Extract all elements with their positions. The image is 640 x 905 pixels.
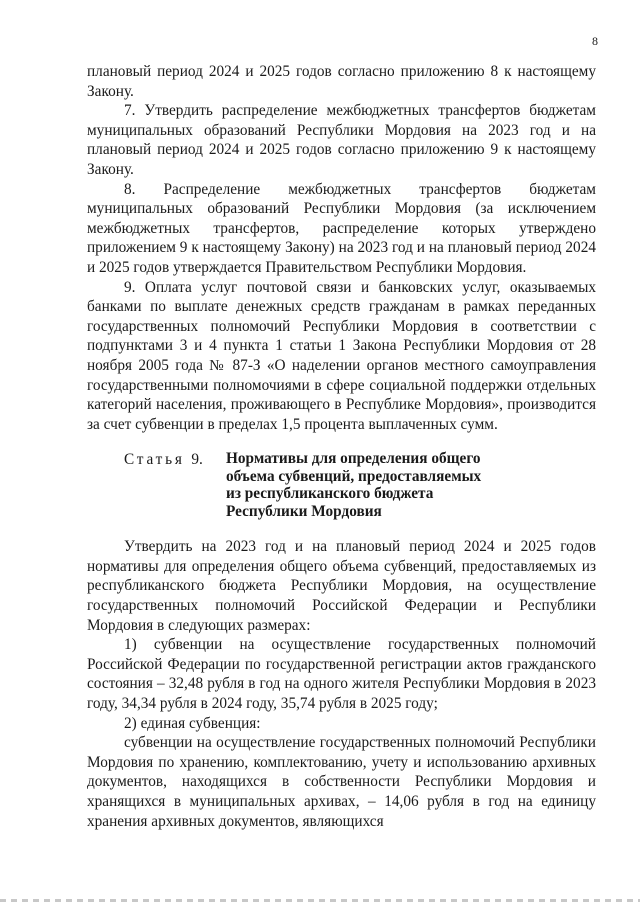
article-title-line: Республики Мордовия — [226, 502, 382, 520]
paragraph-item-8: 8. Распределение межбюджетных трансфертов бюджетам муниципальных образований Республики Мордовия (за исключением межбюджетных трансфертов, распределение которых утверждено приложением 9 к настоящему Закону) на 2023 год и на плановый период 2024 и 2025 годов утверждается Правительством Республики Мордовия. — [87, 180, 596, 276]
paragraph-subitem-1: 1) субвенции на осуществление государственных полномочий Российской Федерации по государственной регистрации актов гражданского состояния – 32,48 рубля в год на одного жителя Республики Мордовия в 2023 году, 34,34 рубля в 2024 году, 35,74 рубля в 2025 году; — [87, 636, 596, 713]
paragraph-continuation: плановый период 2024 и 2025 годов согласно приложению 8 к настоящему Закону. — [87, 63, 596, 100]
paragraph-item-9: 9. Оплата услуг почтовой связи и банковских услуг, оказываемых банками по выплате денежных средств гражданам в рамках переданных государственных полномочий Республики Мордовия в соответствии с подпунктами 3 и 4 пункта 1 статьи 1 Закона Республики Мордовия от 28 ноября 2005 года № 87-З «О наделении органов местного самоуправления государственными полномочиями в сфере социальной поддержки отдельных категорий населения, проживающего в Республике Мордовия», производится за счет субвенции в пределах 1,5 процента выплаченных сумм. — [87, 278, 596, 433]
article-title-line: объема субвенций, предоставляемых — [226, 467, 482, 485]
paragraph-subvention-archives: субвенции на осуществление государственных полномочий Республики Мордовия по хранению, комплектованию, учету и использованию архивных документов, находящихся в собственности Республики Мордовия и хранящихся в муниципальных архивах, – 14,06 рубля в год на единицу хранения архивных документов, являющихся — [87, 734, 596, 830]
article-number: 9. — [191, 451, 203, 469]
article-label — [87, 450, 226, 470]
document-body — [87, 62, 596, 831]
page-number: 8 — [592, 34, 598, 48]
paragraph-subitem-2: 2) единая субвенция: — [124, 714, 261, 732]
article-title-line: из республиканского бюджета — [226, 485, 434, 503]
paragraph-item-7: 7. Утвердить распределение межбюджетных трансфертов бюджетам муниципальных образований Республики Мордовия на 2023 год и на плановый период 2024 и 2025 годов согласно приложению 9 к настоящему Закону. — [87, 102, 596, 178]
article-word: Статья — [124, 451, 185, 469]
article-title — [226, 450, 481, 520]
article-title-line: Нормативы для определения общего — [226, 450, 481, 468]
article-heading — [87, 450, 596, 520]
scan-edge — [0, 899, 640, 902]
paragraph-intro: Утвердить на 2023 год и на плановый период 2024 и 2025 годов нормативы для определения общего объема субвенций, предоставляемых из республиканского бюджета Республики Мордовия, на осуществление государственных полномочий Российской Федерации и Республики Мордовия в следующих размерах: — [87, 538, 596, 634]
